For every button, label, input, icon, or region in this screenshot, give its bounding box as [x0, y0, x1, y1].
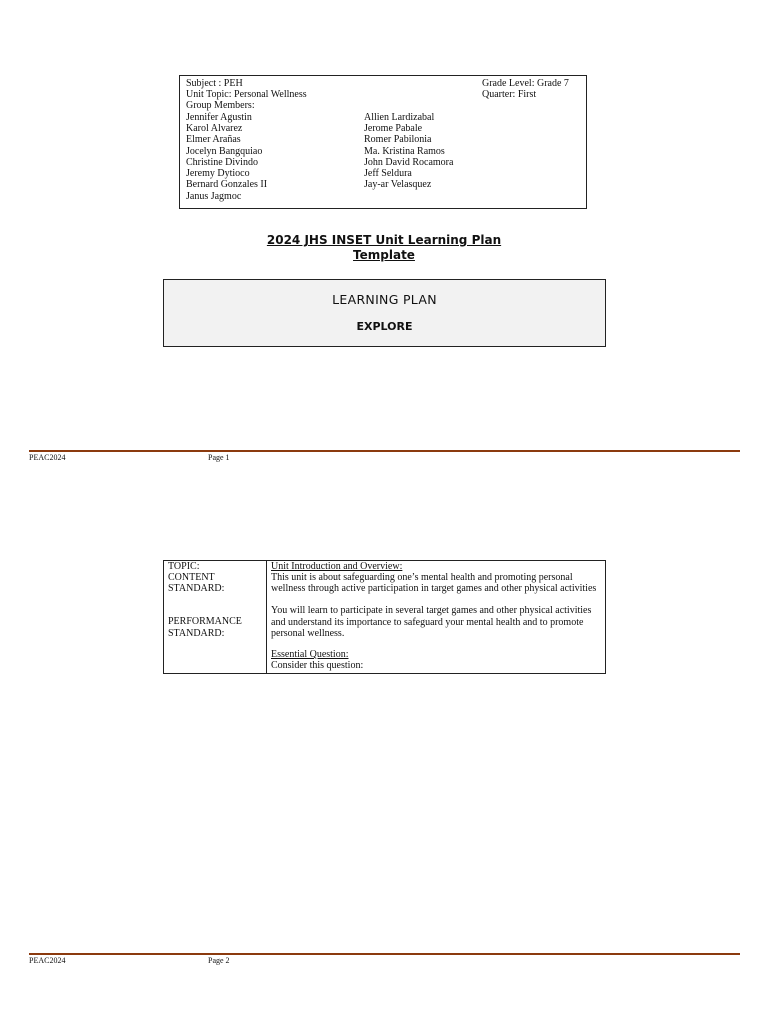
member-name: Jerome Pabale [364, 123, 423, 134]
learning-plan-heading: LEARNING PLAN [332, 292, 437, 307]
footer-org: PEAC2024 [29, 453, 66, 462]
content-standard-label: STANDARD: [168, 583, 225, 594]
member-name: Romer Pabilonia [364, 134, 432, 145]
member-name: Christine Divindo [186, 157, 258, 168]
member-name: Bernard Gonzales II [186, 179, 268, 190]
essential-question-heading: Essential Question: [271, 649, 349, 660]
performance-text: and understand its importance to safeguard your mental health and to promote [271, 617, 584, 628]
learning-plan-box [163, 279, 606, 347]
overview-heading: Unit Introduction and Overview: [271, 561, 403, 572]
footer-page-number: Page 2 [208, 956, 230, 965]
explore-heading: EXPLORE [356, 320, 413, 333]
topic-label: TOPIC: [168, 561, 200, 572]
group-members-label: Group Members: [186, 100, 255, 111]
table-divider [266, 561, 267, 673]
quarter-text: Quarter: First [482, 89, 537, 100]
title-line-1: 2024 JHS INSET Unit Learning Plan [266, 233, 502, 247]
member-name: Jay-ar Velasquez [364, 179, 432, 190]
member-name: Elmer Arañas [186, 134, 241, 145]
member-name: Jennifer Agustin [186, 112, 252, 123]
overview-text: This unit is about safeguarding one’s mental health and promoting personal [271, 572, 573, 583]
info-box [179, 75, 587, 209]
grade-level-text: Grade Level: Grade 7 [482, 78, 569, 89]
footer-org: PEAC2024 [29, 956, 66, 965]
content-label: CONTENT [168, 572, 215, 583]
member-name: Jocelyn Bangquiao [186, 146, 263, 157]
member-name: Ma. Kristina Ramos [364, 146, 445, 157]
member-name: Janus Jagmoc [186, 191, 242, 202]
topic-table [163, 560, 606, 674]
member-name: Jeff Seldura [364, 168, 412, 179]
essential-question-text: Consider this question: [271, 660, 364, 671]
performance-standard-label: STANDARD: [168, 628, 225, 639]
member-name: Jeremy Dytioco [186, 168, 250, 179]
footer-rule [29, 953, 740, 955]
overview-text: wellness through active participation in target games and other physical activities [271, 583, 597, 594]
document-title [0, 233, 768, 263]
unit-topic-text: Unit Topic: Personal Wellness [186, 89, 307, 100]
subject-text: Subject : PEH [186, 78, 243, 89]
performance-text: You will learn to participate in several target games and other physical activities [271, 605, 592, 616]
performance-text: personal wellness. [271, 628, 345, 639]
member-name: John David Rocamora [364, 157, 454, 168]
title-line-2: Template [353, 248, 415, 262]
member-name: Allien Lardizabal [364, 112, 435, 123]
footer-page-number: Page 1 [208, 453, 230, 462]
footer-rule [29, 450, 740, 452]
performance-label: PERFORMANCE [168, 616, 242, 627]
member-name: Karol Alvarez [186, 123, 243, 134]
